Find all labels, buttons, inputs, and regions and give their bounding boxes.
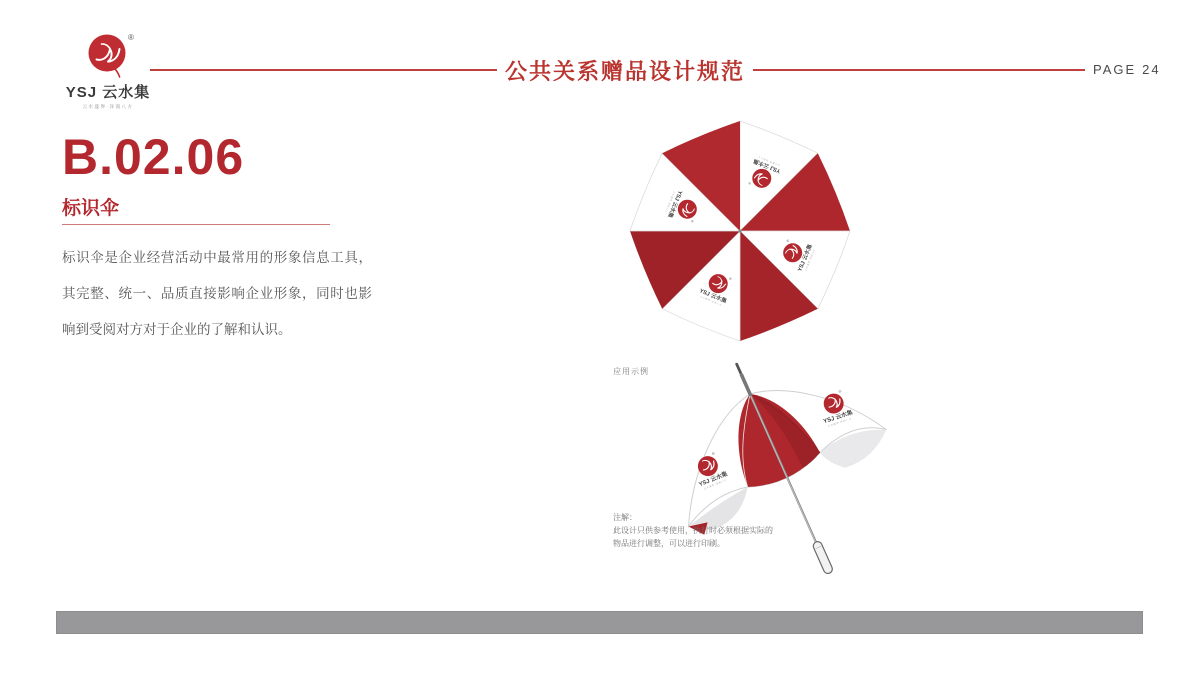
page-number-label: PAGE bbox=[1093, 62, 1137, 77]
header-rule-left bbox=[150, 69, 497, 71]
page-number bbox=[1093, 62, 1167, 77]
brand-mark-icon bbox=[77, 30, 139, 80]
section-divider bbox=[62, 224, 330, 225]
note-title: 注解： bbox=[613, 513, 637, 522]
umbrella-side-view bbox=[610, 352, 910, 587]
section-description: 标识伞是企业经营活动中最常用的形象信息工具，其完整、统一、品质直接影响企业形象，同时也影响到受阅对方对于企业的了解和认识。 bbox=[62, 250, 372, 337]
note-block bbox=[613, 511, 773, 550]
footer-bar bbox=[56, 611, 1143, 634]
brand-wordmark: YSJ 云水集 bbox=[65, 84, 151, 101]
brand-tagline: 云水盛界·泽润八方 bbox=[82, 104, 134, 109]
application-example-label: 应用示例 bbox=[613, 367, 649, 376]
header-rule-right bbox=[753, 69, 1085, 71]
registered-icon: ® bbox=[128, 33, 134, 42]
section-title: 标识伞 bbox=[62, 198, 120, 219]
note-line: 物品进行调整，可以进行印刷。 bbox=[613, 539, 725, 548]
section-code: B.02.06 bbox=[62, 129, 245, 185]
page-number-value: 24 bbox=[1142, 62, 1161, 77]
page-title: 公共关系赠品设计规范 bbox=[504, 59, 745, 84]
brand-logo bbox=[56, 30, 160, 110]
umbrella-top-view bbox=[625, 116, 855, 346]
note-line: 此设计只供参考使用，执行时必须根据实际的 bbox=[613, 526, 773, 535]
